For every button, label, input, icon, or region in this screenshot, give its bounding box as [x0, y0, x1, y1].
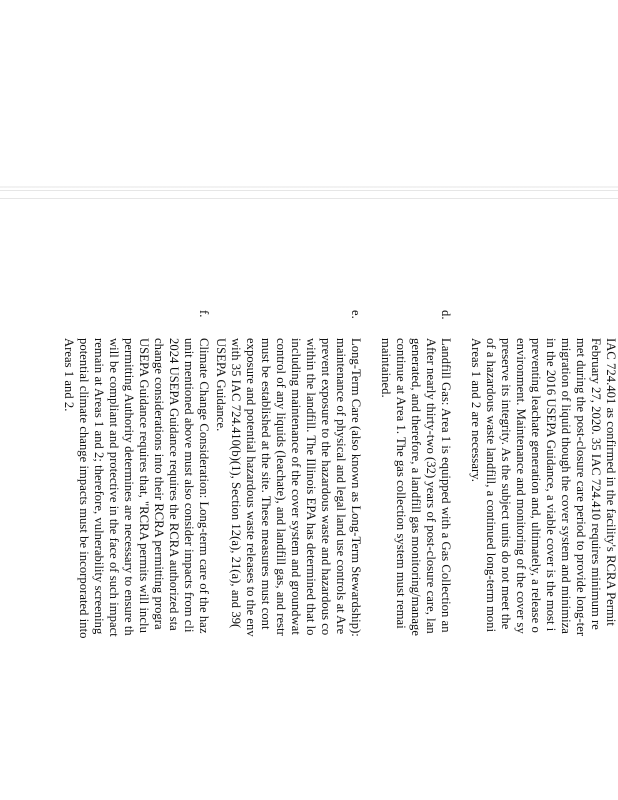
- section-text: [61, 338, 211, 800]
- scan-artifact-line: [0, 198, 618, 199]
- text-line: with 35 IAC 724.410(b)(1), Section 12(a), 21(a), and 39(: [229, 338, 243, 629]
- text-line: Landfill Gas: Area 1 is equipped with a Gas Collection an: [439, 338, 453, 633]
- text-line: USEPA Guidance requires that, "RCRA permits will inclu: [137, 338, 151, 633]
- text-line: maintained.: [379, 338, 393, 398]
- text-line: remain at Areas 1 and 2; therefore, vulnerability screening: [92, 338, 106, 635]
- intro-paragraph: [468, 338, 618, 800]
- text-line: potential climate change impacts must be incorporated into: [77, 338, 91, 639]
- text-line: within the landfill. The Illinois EPA has determined that lo: [304, 338, 318, 636]
- rotated-document-text: [62, 310, 618, 800]
- text-line: of a hazardous waste landfill, a continued long-term moni: [484, 338, 498, 633]
- text-line: permitting Authority determines are necessary to ensure th: [122, 338, 136, 636]
- text-line: control of any liquids (leachate), and landfill gas, and restr: [274, 338, 288, 636]
- text-line: continue at Area 1. The gas collection system must remai: [394, 338, 408, 629]
- text-line: Areas 1 and 2 are necessary.: [469, 338, 483, 482]
- text-line: environment. Maintenance and monitoring of the cover sy: [514, 338, 528, 634]
- text-line: 2024 USEPA Guidance requires the RCRA authorized sta: [167, 338, 181, 631]
- text-line: After nearly thirty-two (32) years of post-closure care, lan: [424, 338, 438, 634]
- section-label: d.: [439, 310, 453, 320]
- text-line: met during the post-closure care period to provide long-ter: [574, 338, 588, 637]
- text-line: USEPA Guidance.: [214, 338, 228, 432]
- text-line: February 27, 2020. 35 IAC 724.410 requires minimum re: [589, 338, 603, 630]
- text-line: change considerations into their RCRA permitting progra: [152, 338, 166, 630]
- text-line: exposure and potential hazardous waste releases to the env: [244, 338, 258, 637]
- text-line: Long-Term Care (also known as Long-Term Stewardship):: [349, 338, 363, 637]
- section-text: [213, 338, 363, 800]
- scan-artifact-line: [0, 190, 618, 191]
- text-line: in the 2016 USEPA Guidance, a viable cover is the most i: [544, 338, 558, 632]
- section-label: e.: [349, 310, 363, 319]
- text-line: including maintenance of the cover system and groundwat: [289, 338, 303, 635]
- text-line: preventing leachate generation and, ultimately, a release o: [529, 338, 543, 633]
- text-line: must be established at the site. These measures must cont: [259, 338, 273, 630]
- text-line: maintenance of physical and legal land use controls at Are: [334, 338, 348, 635]
- text-line: will be compliant and protective in the face of such impact: [107, 338, 121, 637]
- text-line: generated, and therefore, a landfill gas monitoring/manage: [409, 338, 423, 637]
- section-label: f.: [197, 310, 211, 318]
- text-line: preserve its integrity. As the subject units do not meet the: [499, 338, 513, 630]
- text-line: prevent exposure to the hazardous waste and hazardous co: [319, 338, 333, 636]
- text-line: IAC 724.401 as confirmed in the facility's RCRA Permit: [604, 338, 618, 626]
- text-line: Climate Change Consideration: Long-term care of the haz: [197, 338, 211, 634]
- section-text: [378, 338, 453, 800]
- text-line: unit mentioned above must also consider impacts from cli: [182, 338, 196, 633]
- text-line: Areas 1 and 2.: [62, 338, 76, 412]
- text-line: migration of liquid though the cover system and minimiza: [559, 338, 573, 634]
